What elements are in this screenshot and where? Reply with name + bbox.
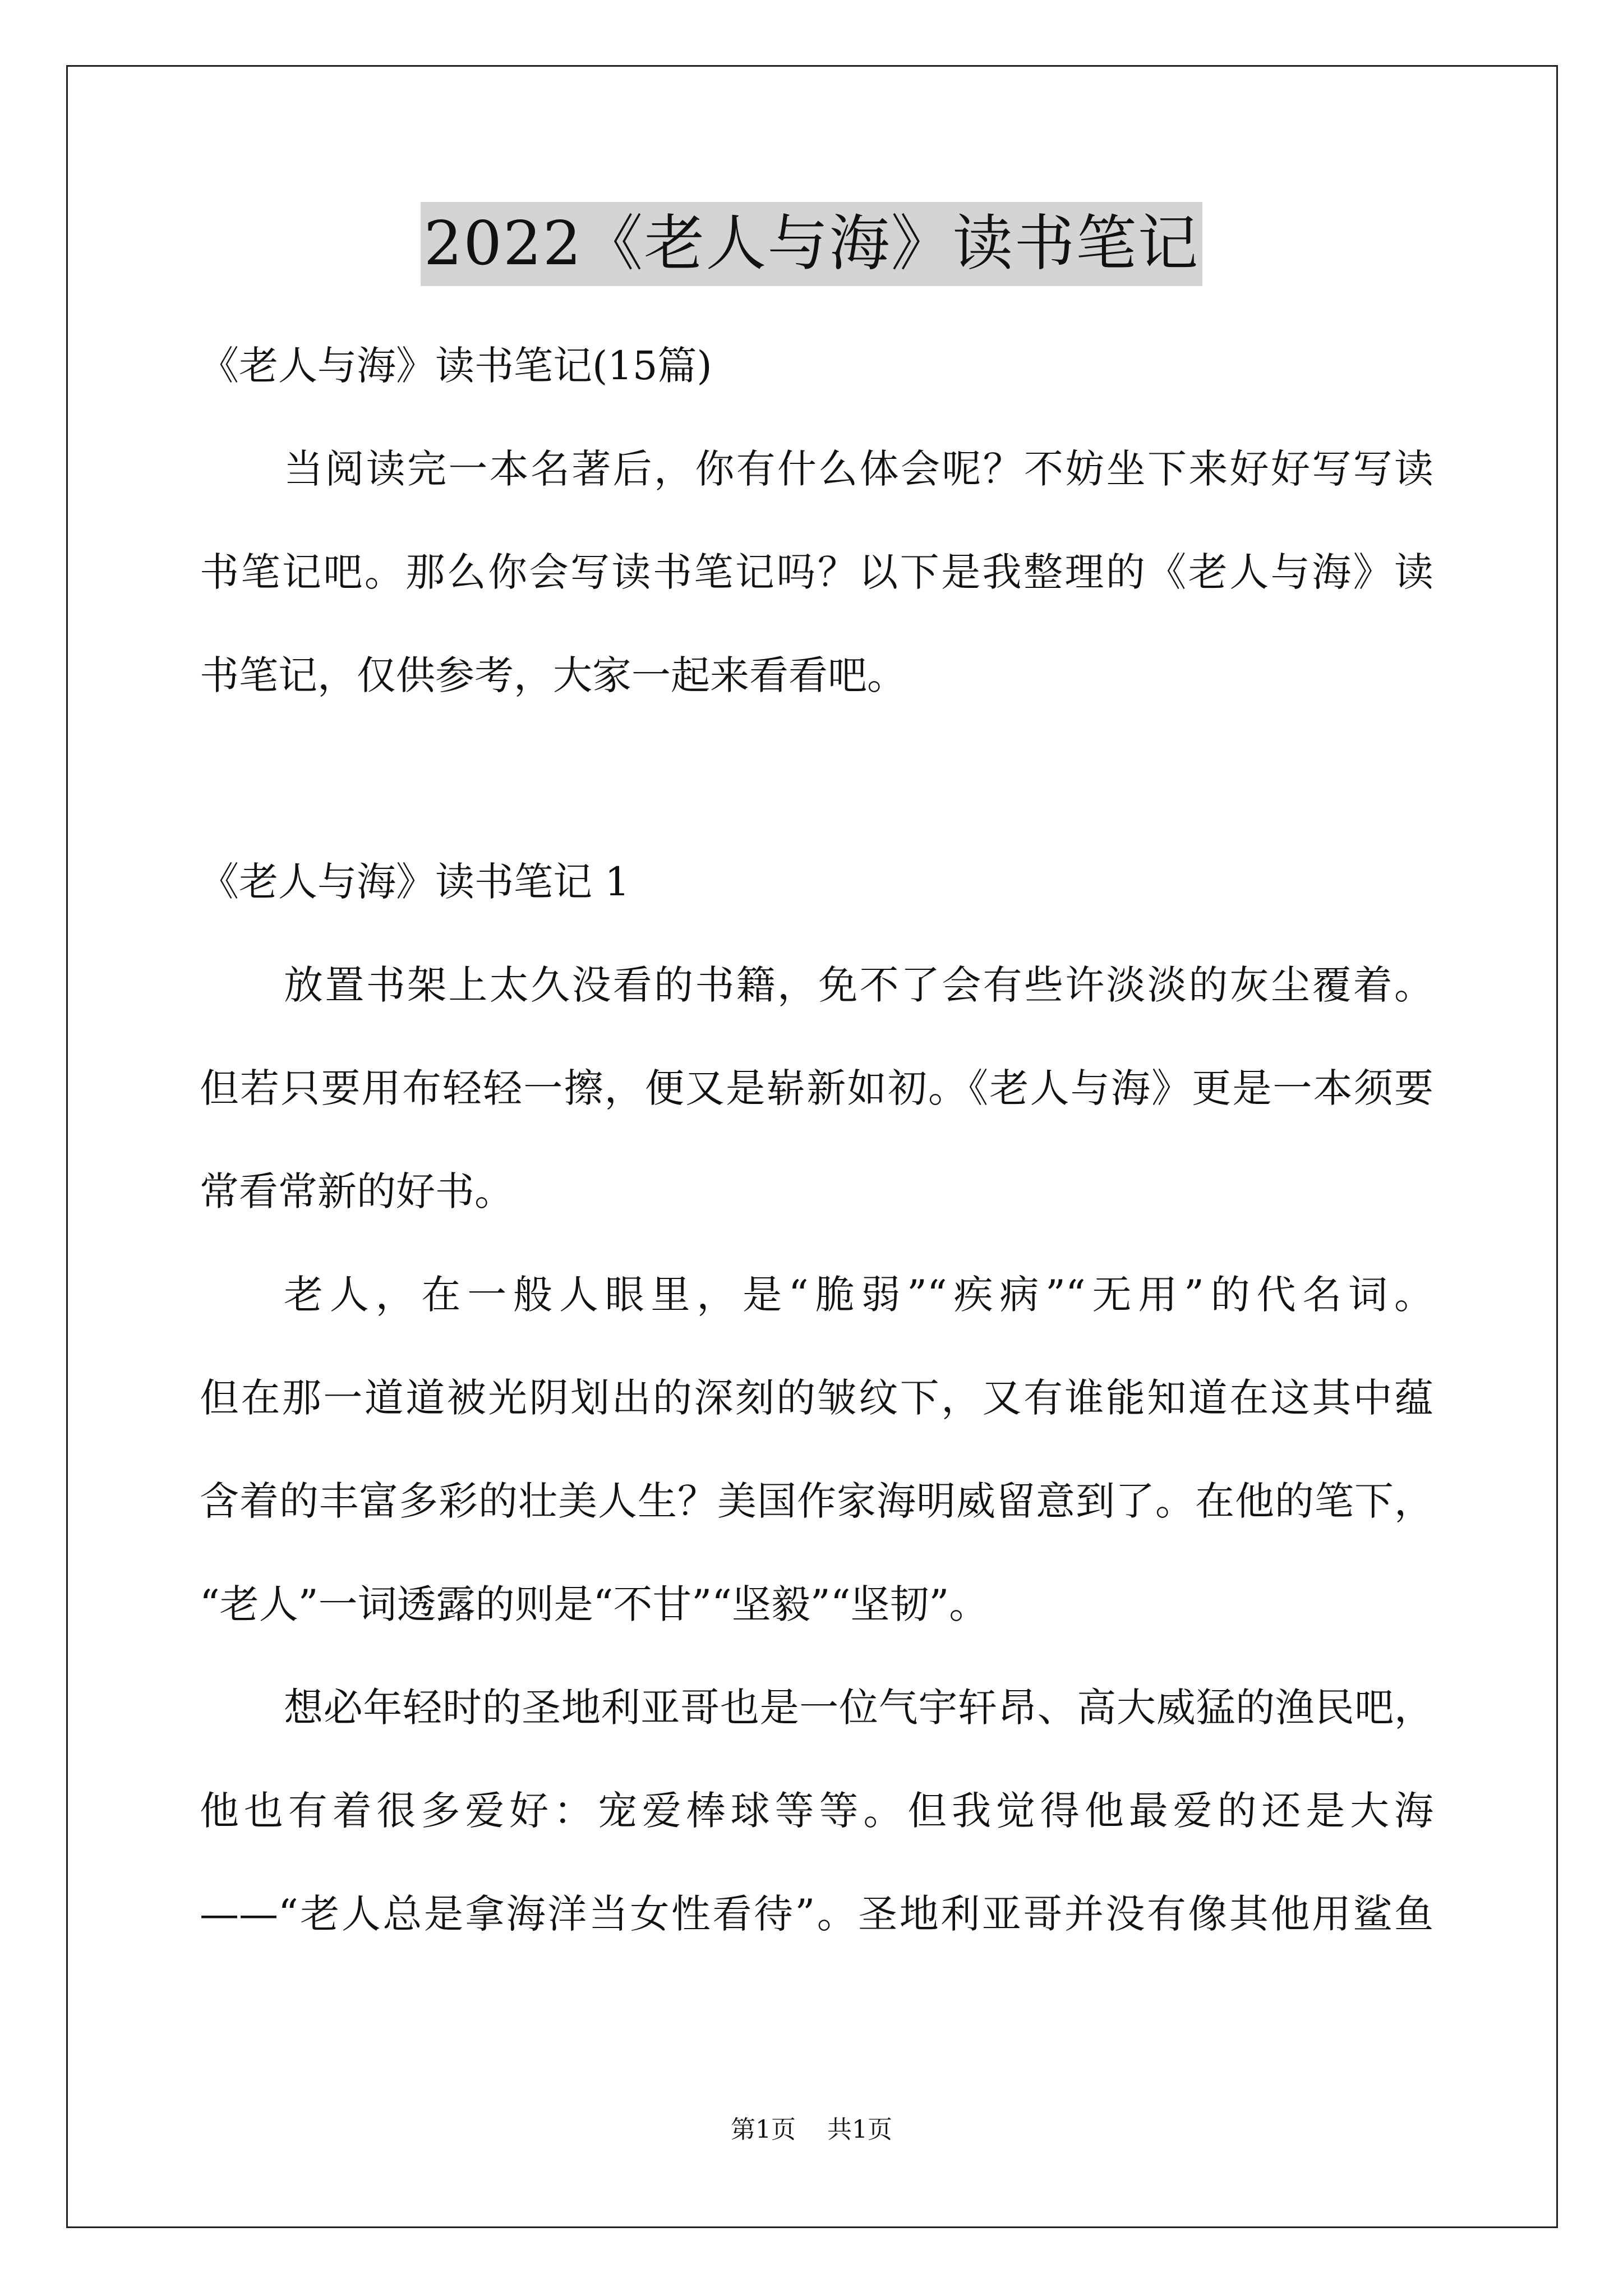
document-title: 2022《老人与海》读书笔记	[421, 202, 1203, 286]
paragraph-2-line: 含着的丰富多彩的壮美人生？美国作家海明威留意到了。在他的笔下，	[200, 1478, 1433, 1524]
document-body	[200, 314, 1433, 1966]
intro-line: 书笔记，仅供参考，大家一起来看看吧。	[200, 652, 906, 698]
paragraph-2-line: 老人，在一般人眼里，是“脆弱”“疾病”“无用”的代名词。	[284, 1272, 1433, 1318]
intro-line: 当阅读完一本名著后，你有什么体会呢？不妨坐下来好好写写读	[284, 446, 1433, 492]
page-number-current: 第1页	[731, 2115, 796, 2144]
intro-line: 书笔记吧。那么你会写读书笔记吗？以下是我整理的《老人与海》读	[200, 549, 1433, 595]
title-container	[0, 202, 1623, 286]
paragraph-1-line: 常看常新的好书。	[200, 1168, 514, 1214]
section-heading: 《老人与海》读书笔记 1	[200, 859, 630, 905]
paragraph-3-line: 他也有着很多爱好：宠爱棒球等等。但我觉得他最爱的还是大海	[200, 1788, 1433, 1834]
page-footer	[0, 2109, 1623, 2145]
paragraph-2-line: “老人”一词透露的则是“不甘”“坚毅”“坚韧”。	[200, 1581, 989, 1627]
paragraph-1-line: 放置书架上太久没看的书籍，免不了会有些许淡淡的灰尘覆着。	[284, 962, 1433, 1008]
paragraph-1-line: 但若只要用布轻轻一擦，便又是崭新如初。《老人与海》更是一本须要	[200, 1065, 1433, 1111]
page-number-total: 共1页	[827, 2115, 892, 2144]
paragraph-3-line: ——“老人总是拿海洋当女性看待”。圣地利亚哥并没有像其他用鲨鱼	[200, 1891, 1433, 1937]
paragraph-2-line: 但在那一道道被光阴划出的深刻的皱纹下，又有谁能知道在这其中蕴	[200, 1375, 1433, 1421]
paragraph-3-line: 想必年轻时的圣地利亚哥也是一位气宇轩昂、高大威猛的渔民吧，	[284, 1685, 1433, 1731]
paragraph-gap	[200, 727, 1433, 830]
document-subtitle: 《老人与海》读书笔记(15篇)	[200, 343, 712, 389]
